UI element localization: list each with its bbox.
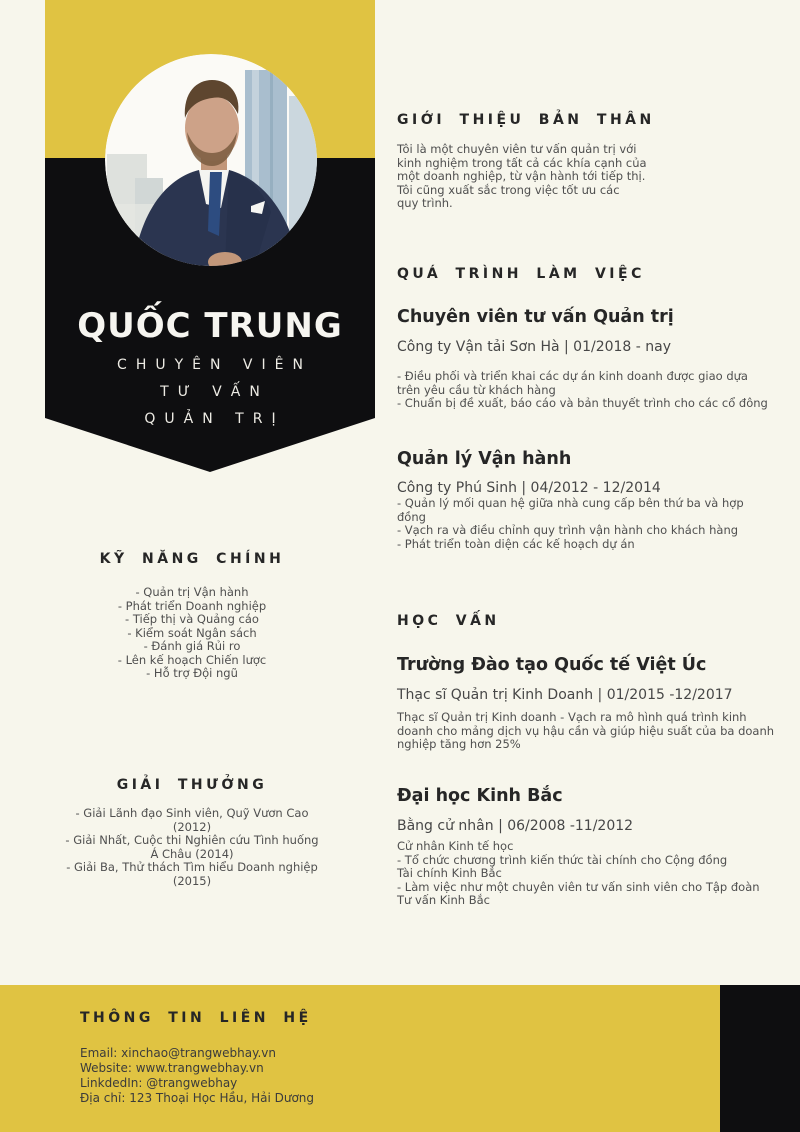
job-detail-line: đồng xyxy=(397,509,426,524)
skill-item: - Kiểm soát Ngân sách xyxy=(127,625,257,640)
job-detail-line: - Phát triển toàn diện các kế hoạch dự án xyxy=(397,536,635,551)
award-line: (2015) xyxy=(172,873,212,888)
about-line: Tôi là một chuyên viên tư vấn quản trị với xyxy=(397,142,637,156)
school-detail-line: doanh cho mảng dịch vụ hậu cần và giúp hiệu suất của ba doanh xyxy=(397,723,775,738)
school-details xyxy=(397,840,760,908)
portrait-photo-image xyxy=(105,54,317,266)
school-detail-line: Cử nhân Kinh tế học xyxy=(397,839,514,853)
award-line: (2012) xyxy=(172,819,212,834)
school-title: Trường Đào tạo Quốc tế Việt Úc xyxy=(397,655,707,675)
skill-item: - Phát triển Doanh nghiệp xyxy=(117,598,267,613)
school-detail-line: - Làm việc như một chuyên viên tư vấn sinh viên cho Tập đoàn xyxy=(397,879,760,894)
about-line: Tôi cũng xuất sắc trong việc tốt ưu các xyxy=(397,182,620,197)
about-line: kinh nghiệm trong tất cả các khía cạnh của xyxy=(397,155,647,170)
job-company-dates: Công ty Phú Sinh | 04/2012 - 12/2014 xyxy=(397,480,661,496)
award-line: Á Châu (2014) xyxy=(150,846,234,861)
contact-website: Website: www.trangwebhay.vn xyxy=(80,1061,264,1075)
award-line: - Giải Lãnh đạo Sinh viên, Quỹ Vươn Cao xyxy=(75,806,309,820)
school-degree-dates: Thạc sĩ Quản trị Kinh Doanh | 01/2015 -12/2017 xyxy=(397,687,733,703)
job-detail-line: - Quản lý mối quan hệ giữa nhà cung cấp bên thứ ba và hợp xyxy=(397,496,744,510)
job-title: Quản lý Vận hành xyxy=(397,449,572,469)
job-company-dates: Công ty Vận tải Sơn Hà | 01/2018 - nay xyxy=(397,339,672,355)
person-title-line: CHUYÊN VIÊN xyxy=(117,357,312,373)
experience-heading: QUÁ TRÌNH LÀM VIỆC xyxy=(397,266,645,282)
about-paragraph xyxy=(397,143,647,211)
footer-black-block xyxy=(720,985,800,1132)
skill-item: - Quản trị Vận hành xyxy=(135,585,249,599)
skill-item: - Hỗ trợ Đội ngũ xyxy=(146,666,238,680)
school-detail-line: - Tổ chức chương trình kiến thức tài chính cho Cộng đồng xyxy=(397,852,728,867)
job-title: Chuyên viên tư vấn Quản trị xyxy=(397,307,674,327)
job-details xyxy=(397,370,768,411)
school-detail-line: nghiệp tăng hơn 25% xyxy=(397,737,521,751)
contact-linkedin: LinkdedIn: @trangwebhay xyxy=(80,1076,238,1090)
skill-item: - Lên kế hoạch Chiến lược xyxy=(117,652,267,667)
job-detail-line: trên yêu cầu từ khách hàng xyxy=(397,382,556,397)
awards-heading: GIẢI THƯỞNG xyxy=(116,777,268,793)
about-heading: GIỚI THIỆU BẢN THÂN xyxy=(397,112,655,128)
person-name: QUỐC TRUNG xyxy=(77,306,343,346)
skills-heading: KỸ NĂNG CHÍNH xyxy=(99,551,285,567)
education-heading: HỌC VẤN xyxy=(397,613,500,629)
school-title: Đại học Kinh Bắc xyxy=(397,786,563,806)
school-details xyxy=(397,711,774,752)
about-line: một doanh nghiệp, từ vận hành tới tiếp thị. xyxy=(397,169,646,183)
award-line: - Giải Ba, Thử thách Tìm hiểu Doanh nghiệp xyxy=(66,860,318,874)
job-details xyxy=(397,497,744,551)
school-detail-line: Tài chính Kinh Bắc xyxy=(397,866,502,880)
school-degree-dates: Bằng cử nhân | 06/2008 -11/2012 xyxy=(397,818,634,834)
skill-item: - Đánh giá Rủi ro xyxy=(143,639,241,653)
profile-photo xyxy=(105,54,317,266)
contact-email: Email: xinchao@trangwebhay.vn xyxy=(80,1046,276,1060)
job-detail-line: - Chuẩn bị đề xuất, báo cáo và bản thuyết trình cho các cổ đông xyxy=(397,396,768,410)
contact-address: Địa chỉ: 123 Thoại Học Hầu, Hải Dương xyxy=(80,1091,315,1105)
about-line: quy trình. xyxy=(397,196,453,210)
award-line: - Giải Nhất, Cuộc thi Nghiên cứu Tình huống xyxy=(65,833,319,847)
school-detail-line: Thạc sĩ Quản trị Kinh doanh - Vạch ra mô hình quá trình kinh xyxy=(397,710,747,724)
person-title-line: QUẢN TRỊ xyxy=(144,411,285,427)
job-detail-line: - Điều phối và triển khai các dự án kinh doanh được giao dựa xyxy=(397,369,748,383)
contact-heading: THÔNG TIN LIÊN HỆ xyxy=(80,1010,312,1026)
skills-list xyxy=(32,586,352,681)
person-title-line: TƯ VẤN xyxy=(160,384,269,400)
job-detail-line: - Vạch ra và điều chỉnh quy trình vận hành cho khách hàng xyxy=(397,523,739,537)
school-detail-line: Tư vấn Kinh Bắc xyxy=(397,893,490,907)
contact-list xyxy=(80,1046,314,1106)
person-title xyxy=(45,352,375,433)
skill-item: - Tiếp thị và Quảng cáo xyxy=(125,612,259,626)
awards-list xyxy=(32,807,352,888)
